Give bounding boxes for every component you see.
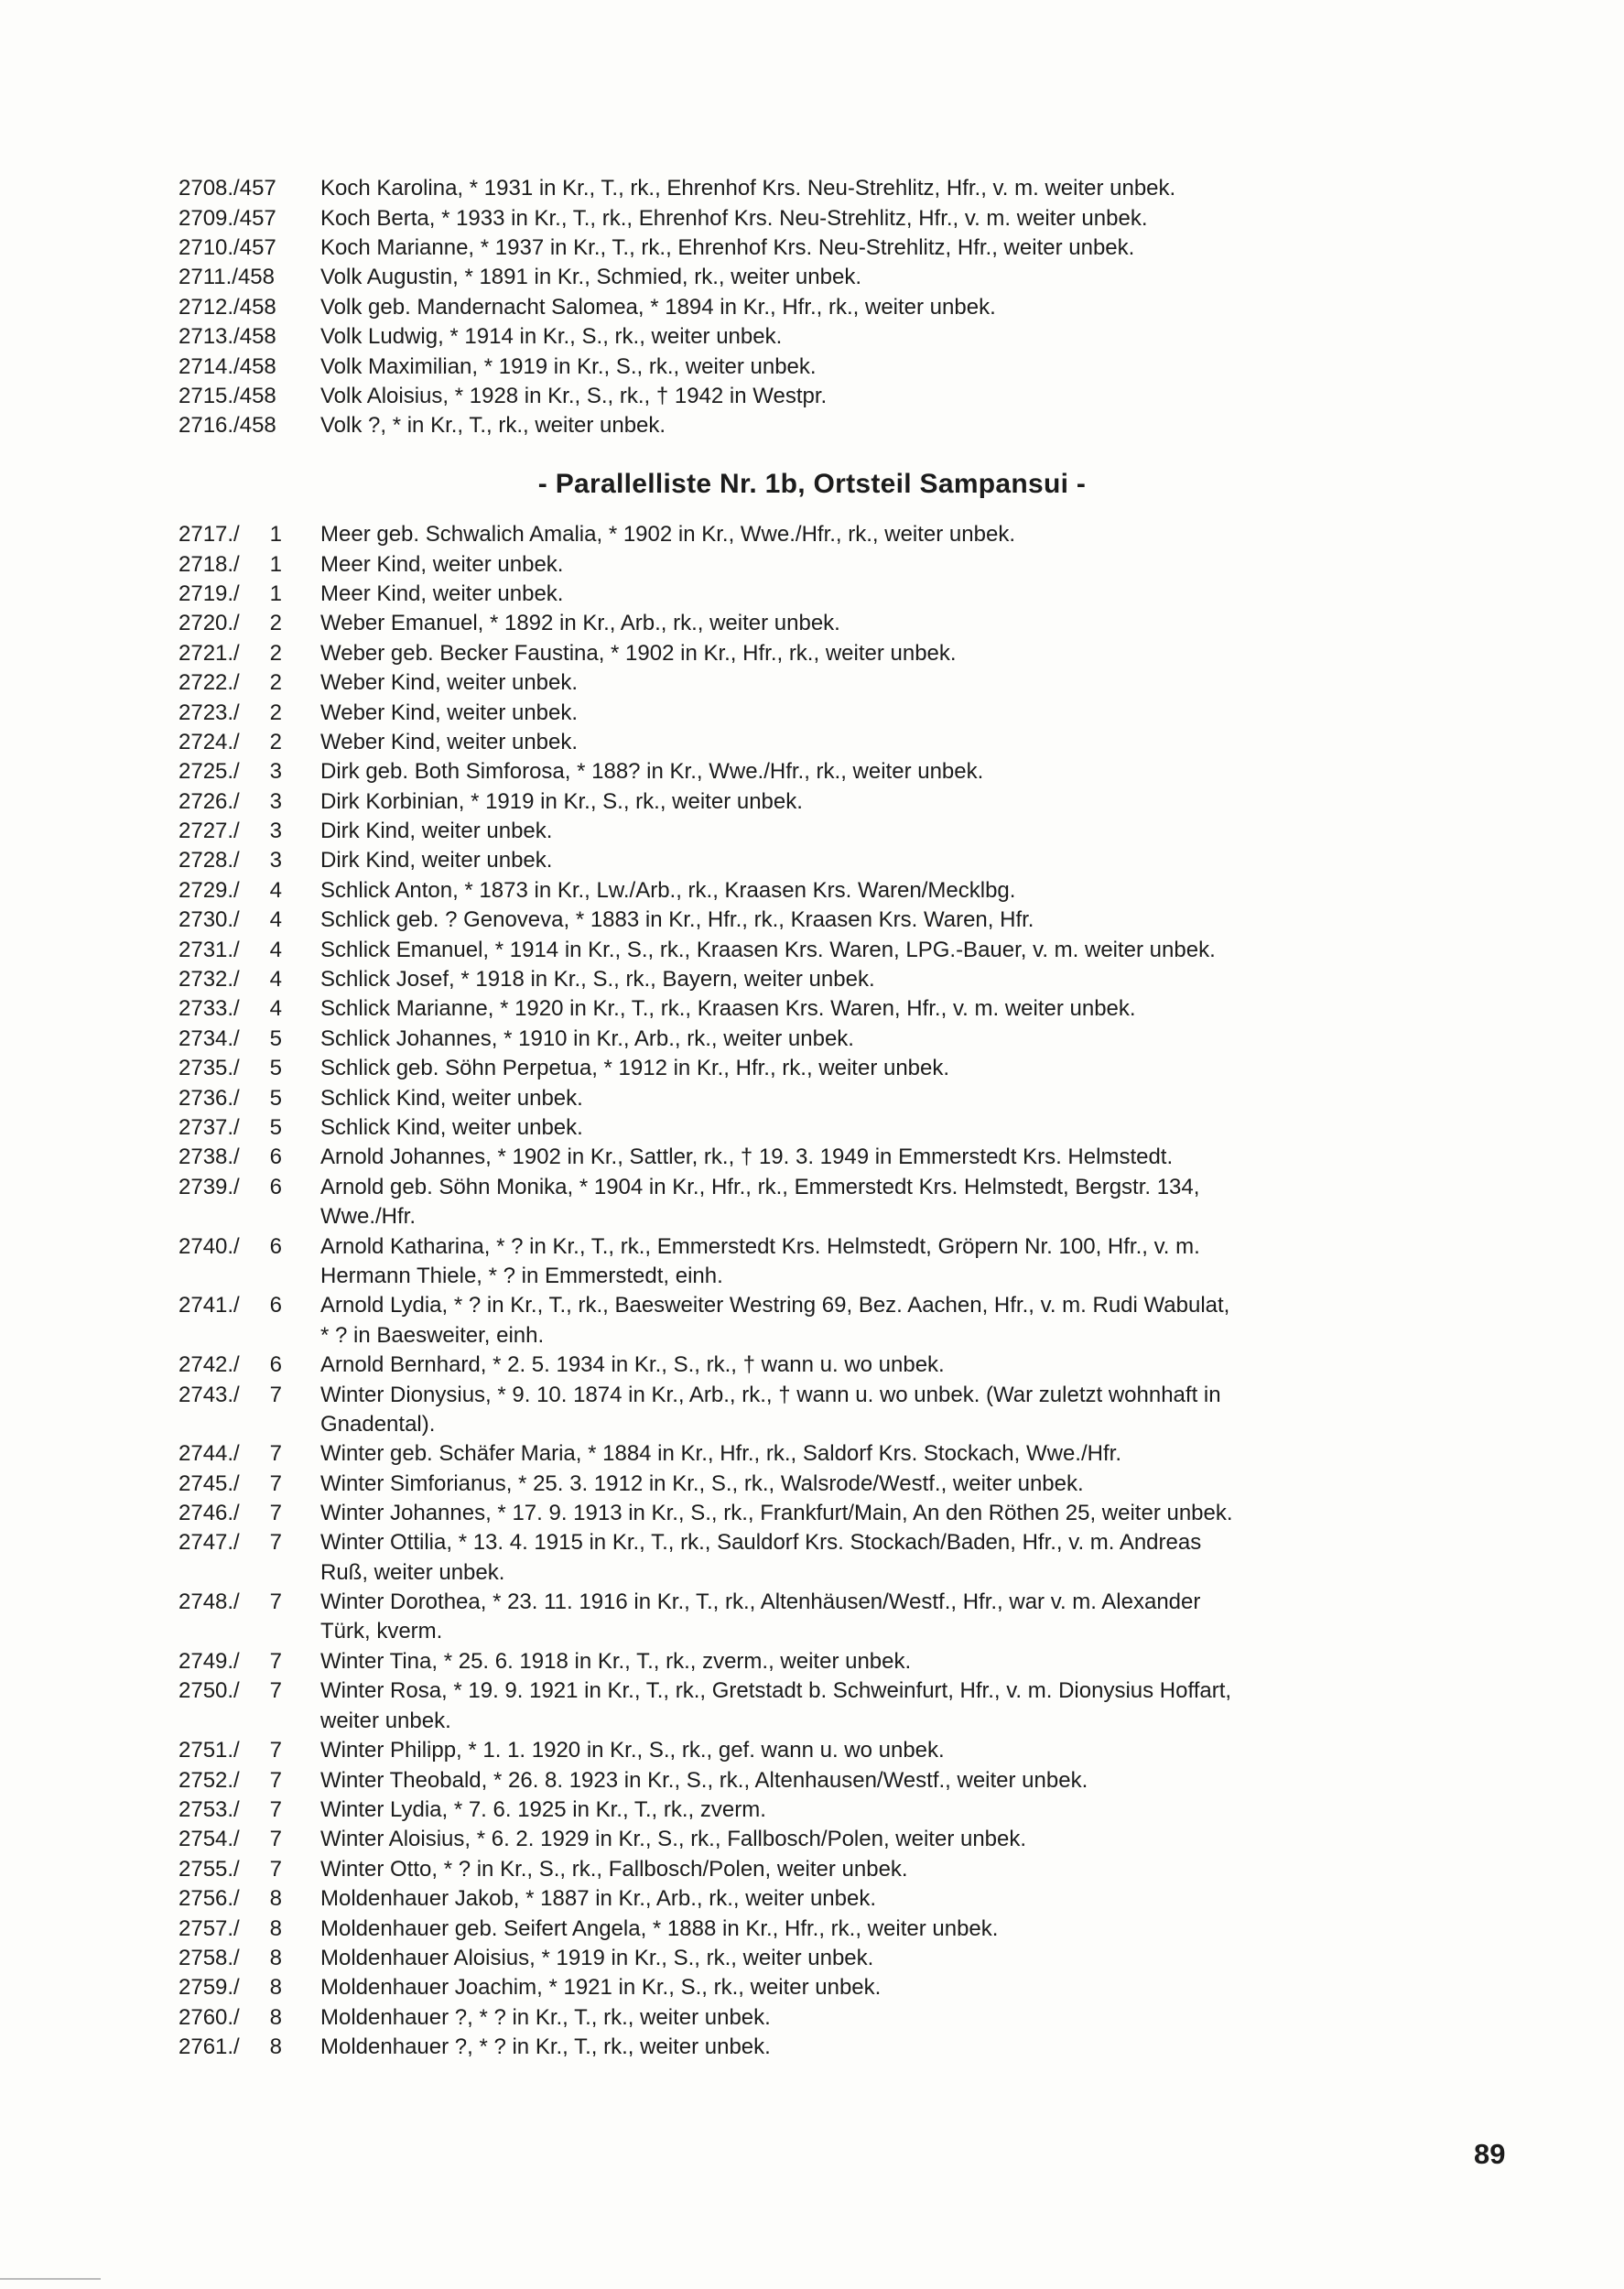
- entry-row: [0, 2033, 1624, 2062]
- entry-line: [0, 233, 1624, 263]
- entry-text: Schlick geb. ? Genoveva, * 1883 in Kr., Hfr., rk., Kraasen Krs. Waren, Hfr.: [320, 907, 1034, 933]
- entry-line: [0, 1855, 1624, 1884]
- entry-number: 2752./: [179, 1767, 240, 1793]
- entry-line: [0, 1054, 1624, 1083]
- entry-number: 2754./: [179, 1827, 240, 1852]
- entry-line: [0, 411, 1624, 440]
- entry-text: Winter geb. Schäfer Maria, * 1884 in Kr., Hfr., rk., Saldorf Krs. Stockach, Wwe./Hfr.: [320, 1441, 1121, 1467]
- entry-line: [0, 906, 1624, 935]
- entry-text: Volk ?, * in Kr., T., rk., weiter unbek.: [320, 413, 666, 439]
- household-number: 7: [269, 1678, 282, 1704]
- entry-row: [0, 1291, 1624, 1351]
- entry-number: 2759./: [179, 1975, 240, 2001]
- entry-row: [0, 1944, 1624, 1973]
- entry-text: Meer Kind, weiter unbek.: [320, 580, 564, 606]
- household-number: 5: [269, 1056, 282, 1081]
- entry-number: 2746./: [179, 1501, 240, 1526]
- entry-number: 2718./: [179, 551, 240, 577]
- entry-number: 2735./: [179, 1056, 240, 1081]
- entry-row: [0, 293, 1624, 322]
- entry-row: [0, 1351, 1624, 1380]
- entry-text: Schlick Emanuel, * 1914 in Kr., S., rk., Kraasen Krs. Waren, LPG.-Bauer, v. m. weiter unbek.: [320, 937, 1216, 962]
- entry-line: [0, 787, 1624, 817]
- household-number: 4: [269, 877, 282, 903]
- entry-row: [0, 1914, 1624, 1943]
- entry-row: [0, 520, 1624, 549]
- entry-number: 2712./458: [179, 294, 276, 320]
- entry-line: [0, 1528, 1624, 1557]
- household-number: 7: [269, 1530, 282, 1556]
- entry-text: Winter Dorothea, * 23. 11. 1916 in Kr., T., rk., Altenhäusen/Westf., Hfr., war v. m. Alexander: [320, 1589, 1201, 1615]
- entry-text: Winter Johannes, * 17. 9. 1913 in Kr., S., rk., Frankfurt/Main, An den Röthen 25, weiter unbek.: [320, 1501, 1233, 1526]
- entry-row: [0, 322, 1624, 352]
- entry-number: 2761./: [179, 2034, 240, 2060]
- entry-line: [0, 549, 1624, 579]
- entry-number: 2724./: [179, 729, 240, 754]
- entry-text-continuation: Hermann Thiele, * ? in Emmerstedt, einh.: [320, 1263, 723, 1288]
- entry-row: [0, 698, 1624, 727]
- entry-text: Schlick Anton, * 1873 in Kr., Lw./Arb., rk., Kraasen Krs. Waren/Mecklbg.: [320, 877, 1016, 903]
- entry-line: [0, 965, 1624, 994]
- entry-text: Volk Augustin, * 1891 in Kr., Schmied, rk., weiter unbek.: [320, 265, 861, 290]
- entry-text: Meer Kind, weiter unbek.: [320, 551, 564, 577]
- entry-row: [0, 728, 1624, 757]
- entry-row: [0, 174, 1624, 203]
- household-number: 7: [269, 1738, 282, 1763]
- entry-number: 2711./458: [179, 265, 275, 290]
- entry-number: 2709./457: [179, 205, 276, 231]
- entry-text: Arnold Bernhard, * 2. 5. 1934 in Kr., S., rk., † wann u. wo unbek.: [320, 1352, 945, 1378]
- entry-line: [0, 935, 1624, 964]
- entry-number: 2738./: [179, 1144, 240, 1170]
- section-title: - Parallelliste Nr. 1b, Ortsteil Sampansui -: [537, 469, 1087, 499]
- household-number: 7: [269, 1501, 282, 1526]
- entry-line: [0, 203, 1624, 233]
- household-number: 6: [269, 1174, 282, 1199]
- entry-line: [0, 1470, 1624, 1499]
- entry-text: Dirk Kind, weiter unbek.: [320, 819, 553, 844]
- entry-row: [0, 1173, 1624, 1232]
- entry-row: [0, 1825, 1624, 1854]
- entry-line: [0, 1944, 1624, 1973]
- entry-line: [0, 1676, 1624, 1706]
- entry-text: Schlick geb. Söhn Perpetua, * 1912 in Kr., Hfr., rk., weiter unbek.: [320, 1056, 950, 1081]
- entry-row: [0, 906, 1624, 935]
- entry-line: [0, 174, 1624, 203]
- entry-line: [0, 382, 1624, 411]
- entry-row: [0, 1380, 1624, 1439]
- household-number: 8: [269, 1975, 282, 2001]
- entry-line: [0, 1765, 1624, 1795]
- entry-text-continuation: * ? in Baesweiter, einh.: [320, 1322, 545, 1348]
- entry-line: [0, 1914, 1624, 1943]
- entry-number: 2726./: [179, 788, 240, 814]
- entry-number: 2731./: [179, 937, 240, 962]
- entry-number: 2732./: [179, 967, 240, 993]
- entry-text-continuation: Ruß, weiter unbek.: [320, 1559, 505, 1585]
- household-number: 4: [269, 996, 282, 1022]
- entry-text: Weber Kind, weiter unbek.: [320, 729, 579, 754]
- entry-row: [0, 1025, 1624, 1054]
- household-number: 4: [269, 967, 282, 993]
- entry-row: [0, 639, 1624, 668]
- entry-text: Schlick Kind, weiter unbek.: [320, 1085, 583, 1111]
- entry-text: Weber geb. Becker Faustina, * 1902 in Kr., Hfr., rk., weiter unbek.: [320, 640, 957, 666]
- entry-row: [0, 1855, 1624, 1884]
- household-number: 8: [269, 1886, 282, 1912]
- household-number: 5: [269, 1115, 282, 1140]
- entry-row: [0, 609, 1624, 638]
- entry-number: 2756./: [179, 1886, 240, 1912]
- entry-number: 2749./: [179, 1649, 240, 1675]
- household-number: 7: [269, 1382, 282, 1407]
- entry-row: [0, 1973, 1624, 2002]
- entry-number: 2748./: [179, 1589, 240, 1615]
- entry-row: [0, 1588, 1624, 1647]
- entry-line: [0, 2033, 1624, 2062]
- entry-number: 2729./: [179, 877, 240, 903]
- entry-number: 2733./: [179, 996, 240, 1022]
- household-number: 2: [269, 640, 282, 666]
- household-number: 2: [269, 670, 282, 696]
- household-number: 7: [269, 1767, 282, 1793]
- entry-line: [0, 1143, 1624, 1172]
- household-number: 7: [269, 1441, 282, 1467]
- entry-text: Volk Maximilian, * 1919 in Kr., S., rk., weiter unbek.: [320, 353, 817, 379]
- entry-row: [0, 935, 1624, 964]
- page-number: 89: [1474, 2138, 1506, 2170]
- entry-text: Winter Ottilia, * 13. 4. 1915 in Kr., T., rk., Sauldorf Krs. Stockach/Baden, Hfr., v. m. Andreas: [320, 1530, 1202, 1556]
- entry-text: Dirk Kind, weiter unbek.: [320, 848, 553, 873]
- entry-number: 2710./457: [179, 234, 276, 260]
- household-number: 8: [269, 1915, 282, 1941]
- entry-text: Moldenhauer Jakob, * 1887 in Kr., Arb., rk., weiter unbek.: [320, 1886, 877, 1912]
- entry-line: [0, 1351, 1624, 1380]
- entry-number: 2728./: [179, 848, 240, 873]
- entry-row: [0, 263, 1624, 292]
- entry-line: [0, 1439, 1624, 1469]
- entry-line: [0, 668, 1624, 698]
- entry-text: Dirk Korbinian, * 1919 in Kr., S., rk., weiter unbek.: [320, 788, 803, 814]
- entry-text: Winter Otto, * ? in Kr., S., rk., Fallbosch/Polen, weiter unbek.: [320, 1856, 908, 1882]
- entry-line: [0, 1825, 1624, 1854]
- entry-text: Schlick Marianne, * 1920 in Kr., T., rk., Kraasen Krs. Waren, Hfr., v. m. weiter unbek.: [320, 996, 1136, 1022]
- entry-line: [0, 876, 1624, 906]
- household-number: 3: [269, 759, 282, 785]
- entry-number: 2727./: [179, 819, 240, 844]
- entry-row: [0, 233, 1624, 263]
- entry-line: [0, 728, 1624, 757]
- entry-text: Arnold Johannes, * 1902 in Kr., Sattler, rk., † 19. 3. 1949 in Emmerstedt Krs. Helmstedt.: [320, 1144, 1174, 1170]
- entry-row: [0, 382, 1624, 411]
- entry-number: 2719./: [179, 580, 240, 606]
- entry-row: [0, 1113, 1624, 1143]
- entry-number: 2730./: [179, 907, 240, 933]
- entry-number: 2717./: [179, 522, 240, 548]
- entry-number: 2751./: [179, 1738, 240, 1763]
- entry-number: 2741./: [179, 1293, 240, 1318]
- entry-row: [0, 1884, 1624, 1914]
- entry-text: Schlick Johannes, * 1910 in Kr., Arb., rk., weiter unbek.: [320, 1025, 854, 1051]
- household-number: 7: [269, 1827, 282, 1852]
- household-number: 1: [269, 551, 282, 577]
- household-number: 7: [269, 1649, 282, 1675]
- entry-row: [0, 580, 1624, 609]
- entry-text: Weber Emanuel, * 1892 in Kr., Arb., rk., weiter unbek.: [320, 611, 840, 636]
- entry-row: [0, 1765, 1624, 1795]
- household-number: 6: [269, 1233, 282, 1259]
- entry-row: [0, 787, 1624, 817]
- entry-list-main: [0, 520, 1624, 2062]
- scan-edge: [0, 2278, 101, 2280]
- entry-line: [0, 1499, 1624, 1528]
- entry-line: [0, 1973, 1624, 2002]
- entry-number: 2713./458: [179, 324, 276, 350]
- entry-number: 2708./457: [179, 176, 276, 201]
- household-number: 6: [269, 1293, 282, 1318]
- entry-row: [0, 1143, 1624, 1172]
- entry-text: Weber Kind, weiter unbek.: [320, 670, 579, 696]
- entry-line: [0, 1025, 1624, 1054]
- entry-number: 2721./: [179, 640, 240, 666]
- household-number: 7: [269, 1796, 282, 1822]
- entry-line: [0, 1588, 1624, 1617]
- entry-text: Koch Berta, * 1933 in Kr., T., rk., Ehrenhof Krs. Neu-Strehlitz, Hfr., v. m. weiter unbek.: [320, 205, 1148, 231]
- entry-number: 2758./: [179, 1945, 240, 1970]
- entry-text: Winter Rosa, * 19. 9. 1921 in Kr., T., rk., Gretstadt b. Schweinfurt, Hfr., v. m. Dionysius Hoffart,: [320, 1678, 1232, 1704]
- entry-line: [0, 1736, 1624, 1765]
- household-number: 6: [269, 1352, 282, 1378]
- entry-row: [0, 965, 1624, 994]
- entry-row: [0, 549, 1624, 579]
- entry-row: [0, 1054, 1624, 1083]
- entry-line: [0, 817, 1624, 846]
- entry-number: 2740./: [179, 1233, 240, 1259]
- entry-text: Volk geb. Mandernacht Salomea, * 1894 in Kr., Hfr., rk., weiter unbek.: [320, 294, 996, 320]
- entry-text: Volk Ludwig, * 1914 in Kr., S., rk., weiter unbek.: [320, 324, 783, 350]
- entry-number: 2743./: [179, 1382, 240, 1407]
- entry-row: [0, 1083, 1624, 1112]
- entry-line: [0, 639, 1624, 668]
- entry-text: Winter Dionysius, * 9. 10. 1874 in Kr., Arb., rk., † wann u. wo unbek. (War zuletzt wohnhaft in: [320, 1382, 1221, 1407]
- household-number: 5: [269, 1025, 282, 1051]
- entry-text: Winter Philipp, * 1. 1. 1920 in Kr., S., rk., gef. wann u. wo unbek.: [320, 1738, 945, 1763]
- entry-text: Dirk geb. Both Simforosa, * 188? in Kr., Wwe./Hfr., rk., weiter unbek.: [320, 759, 984, 785]
- entry-text: Schlick Josef, * 1918 in Kr., S., rk., Bayern, weiter unbek.: [320, 967, 875, 993]
- entry-number: 2715./458: [179, 383, 276, 408]
- entry-text: Moldenhauer Aloisius, * 1919 in Kr., S., rk., weiter unbek.: [320, 1945, 874, 1970]
- entry-row: [0, 846, 1624, 875]
- household-number: 8: [269, 1945, 282, 1970]
- entry-row: [0, 1439, 1624, 1469]
- household-number: 2: [269, 611, 282, 636]
- entry-line: [0, 994, 1624, 1024]
- entry-text: Winter Tina, * 25. 6. 1918 in Kr., T., rk., zverm., weiter unbek.: [320, 1649, 912, 1675]
- entry-row: [0, 1470, 1624, 1499]
- entry-row: [0, 1528, 1624, 1588]
- household-number: 7: [269, 1589, 282, 1615]
- entry-line: [0, 1083, 1624, 1112]
- entry-text: Koch Marianne, * 1937 in Kr., T., rk., Ehrenhof Krs. Neu-Strehlitz, Hfr., weiter unbek.: [320, 234, 1135, 260]
- household-number: 7: [269, 1470, 282, 1496]
- entry-text: Arnold geb. Söhn Monika, * 1904 in Kr., Hfr., rk., Emmerstedt Krs. Helmstedt, Bergstr. 134,: [320, 1174, 1200, 1199]
- household-number: 8: [269, 2034, 282, 2060]
- entry-row: [0, 352, 1624, 381]
- entry-number: 2747./: [179, 1530, 240, 1556]
- entry-line: [0, 846, 1624, 875]
- entry-number: 2739./: [179, 1174, 240, 1199]
- entry-text: Winter Lydia, * 7. 6. 1925 in Kr., T., rk., zverm.: [320, 1796, 766, 1822]
- household-number: 1: [269, 580, 282, 606]
- entry-line: [0, 322, 1624, 352]
- entry-text-continuation: Wwe./Hfr.: [320, 1203, 417, 1229]
- entry-row: [0, 411, 1624, 440]
- entry-text: Winter Theobald, * 26. 8. 1923 in Kr., S., rk., Altenhausen/Westf., weiter unbek.: [320, 1767, 1088, 1793]
- entry-line: [0, 1173, 1624, 1202]
- household-number: 2: [269, 700, 282, 725]
- entry-number: 2734./: [179, 1025, 240, 1051]
- entry-number: 2745./: [179, 1470, 240, 1496]
- entry-line: [0, 1884, 1624, 1914]
- entry-number: 2716./458: [179, 413, 276, 439]
- entry-text: Moldenhauer ?, * ? in Kr., T., rk., weiter unbek.: [320, 2034, 771, 2060]
- household-number: 3: [269, 819, 282, 844]
- entry-text: Arnold Katharina, * ? in Kr., T., rk., Emmerstedt Krs. Helmstedt, Gröpern Nr. 100, Hfr., v. m.: [320, 1233, 1200, 1259]
- entry-line: [0, 580, 1624, 609]
- entry-text: Winter Simforianus, * 25. 3. 1912 in Kr., S., rk., Walsrode/Westf., weiter unbek.: [320, 1470, 1084, 1496]
- entry-row: [0, 668, 1624, 698]
- entry-row: [0, 2003, 1624, 2033]
- entry-text-continuation: weiter unbek.: [320, 1708, 451, 1733]
- entry-number: 2722./: [179, 670, 240, 696]
- entry-text-continuation: Türk, kverm.: [320, 1619, 443, 1644]
- entry-line: [0, 757, 1624, 787]
- entry-number: 2737./: [179, 1115, 240, 1140]
- entry-line: [0, 1647, 1624, 1676]
- household-number: 5: [269, 1085, 282, 1111]
- entry-row: [0, 1795, 1624, 1825]
- entry-line: [0, 609, 1624, 638]
- entry-row: [0, 203, 1624, 233]
- household-number: 3: [269, 848, 282, 873]
- entry-line: [0, 1231, 1624, 1261]
- entry-number: 2750./: [179, 1678, 240, 1704]
- entry-number: 2742./: [179, 1352, 240, 1378]
- household-number: 8: [269, 2004, 282, 2030]
- entry-number: 2725./: [179, 759, 240, 785]
- entry-row: [0, 876, 1624, 906]
- household-number: 4: [269, 937, 282, 962]
- entry-line: [0, 352, 1624, 381]
- entry-row: [0, 994, 1624, 1024]
- entry-text: Koch Karolina, * 1931 in Kr., T., rk., Ehrenhof Krs. Neu-Strehlitz, Hfr., v. m. weiter unbek.: [320, 176, 1176, 201]
- entry-number: 2736./: [179, 1085, 240, 1111]
- entry-line: [0, 1795, 1624, 1825]
- entry-text: Schlick Kind, weiter unbek.: [320, 1115, 583, 1140]
- entry-text: Volk Aloisius, * 1928 in Kr., S., rk., † 1942 in Westpr.: [320, 383, 828, 408]
- entry-text: Arnold Lydia, * ? in Kr., T., rk., Baesweiter Westring 69, Bez. Aachen, Hfr., v. m. Rudi Wabulat,: [320, 1293, 1230, 1318]
- entry-number: 2757./: [179, 1915, 240, 1941]
- household-number: 2: [269, 729, 282, 754]
- household-number: 4: [269, 907, 282, 933]
- entry-list-top: [0, 174, 1624, 441]
- entry-number: 2755./: [179, 1856, 240, 1882]
- entry-text: Winter Aloisius, * 6. 2. 1929 in Kr., S., rk., Fallbosch/Polen, weiter unbek.: [320, 1827, 1027, 1852]
- entry-row: [0, 817, 1624, 846]
- entry-line: [0, 520, 1624, 549]
- entry-number: 2753./: [179, 1796, 240, 1822]
- entry-text: Moldenhauer Joachim, * 1921 in Kr., S., rk., weiter unbek.: [320, 1975, 882, 2001]
- entry-text: Moldenhauer geb. Seifert Angela, * 1888 in Kr., Hfr., rk., weiter unbek.: [320, 1915, 999, 1941]
- entry-row: [0, 1676, 1624, 1736]
- household-number: 7: [269, 1856, 282, 1882]
- entry-row: [0, 757, 1624, 787]
- household-number: 1: [269, 522, 282, 548]
- entry-row: [0, 1736, 1624, 1765]
- entry-text: Moldenhauer ?, * ? in Kr., T., rk., weiter unbek.: [320, 2004, 771, 2030]
- household-number: 3: [269, 788, 282, 814]
- household-number: 6: [269, 1144, 282, 1170]
- entry-text-continuation: Gnadental).: [320, 1411, 436, 1437]
- entry-line: [0, 293, 1624, 322]
- entry-text: Meer geb. Schwalich Amalia, * 1902 in Kr., Wwe./Hfr., rk., weiter unbek.: [320, 522, 1015, 548]
- entry-line: [0, 2003, 1624, 2033]
- entry-row: [0, 1231, 1624, 1291]
- entry-line: [0, 263, 1624, 292]
- entry-number: 2744./: [179, 1441, 240, 1467]
- entry-number: 2723./: [179, 700, 240, 725]
- entry-text: Weber Kind, weiter unbek.: [320, 700, 579, 725]
- entry-line: [0, 698, 1624, 727]
- entry-row: [0, 1499, 1624, 1528]
- entry-line: [0, 1291, 1624, 1320]
- entry-line: [0, 1113, 1624, 1143]
- entry-line: [0, 1380, 1624, 1409]
- entry-row: [0, 1647, 1624, 1676]
- entry-number: 2714./458: [179, 353, 276, 379]
- entry-number: 2720./: [179, 611, 240, 636]
- entry-number: 2760./: [179, 2004, 240, 2030]
